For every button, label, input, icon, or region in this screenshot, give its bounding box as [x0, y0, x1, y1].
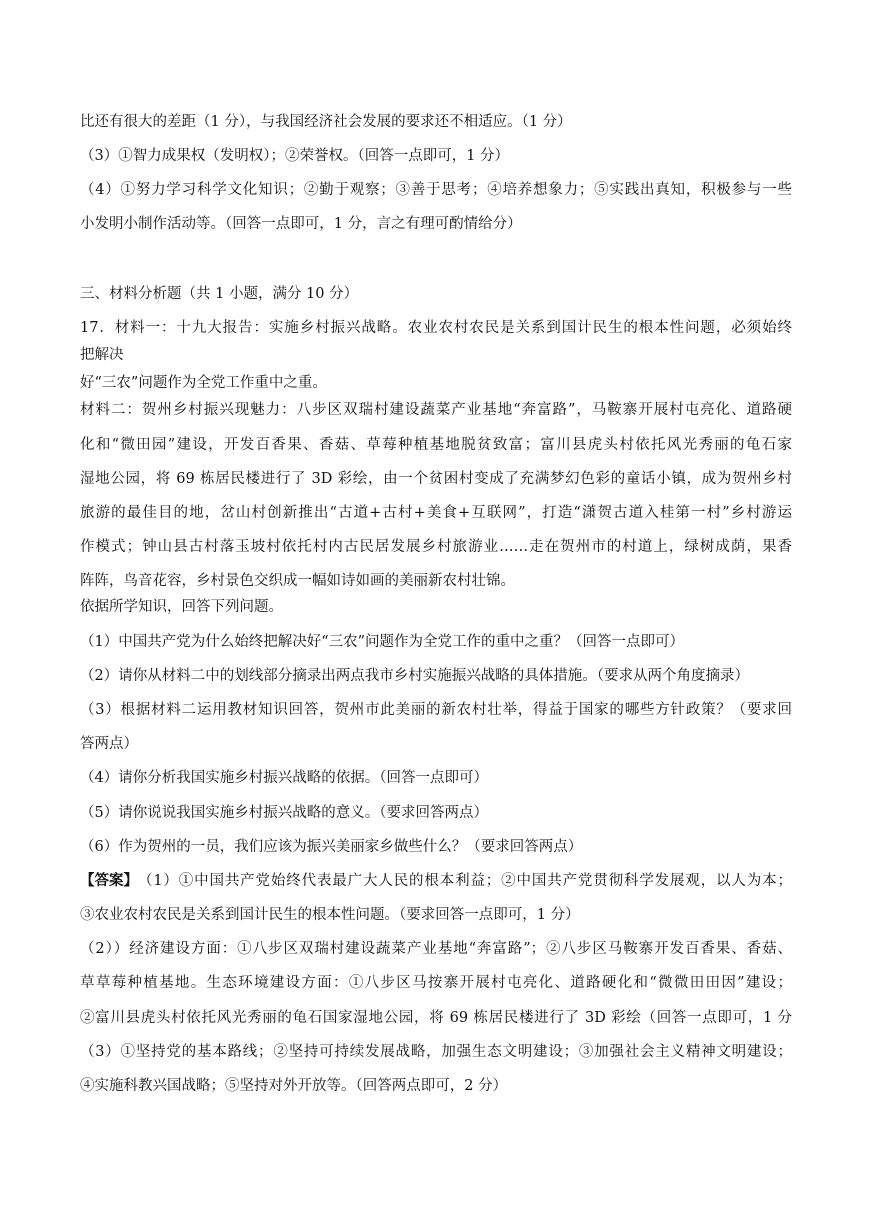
text-line: 化和“微田园”建设，开发百香果、香菇、草莓种植基地脱贫致富；富川县虎头村依托风光秀丽的龟石家: [80, 437, 792, 453]
text-line: 依据所学知识，回答下列问题。: [80, 599, 283, 615]
text-line: 材料二：贺州乡村振兴现魅力：八步区双瑞村建设蔬菜产业基地“奔富路”，马鞍寨开展村屯亮化、道路硬: [80, 402, 792, 418]
text-line: （4）①努力学习科学文化知识；②勤于观察；③善于思考；④培养想象力；⑤实践出真知，积极参与一些: [80, 182, 792, 198]
answer-line: （3）①坚持党的基本路线；②坚持可持续发展战略，加强生态文明建设；③加强社会主义精神文明建设；: [80, 1044, 792, 1060]
answer-line: ④实施科教兴国战略；⑤坚持对外开放等。（回答两点即可，2 分）: [80, 1078, 508, 1094]
question-line: （6）作为贺州的一员，我们应该为振兴美丽家乡做些什么？（要求回答两点）: [80, 839, 583, 855]
question-line: （3）根据材料二运用教材知识回答，贺州市此美丽的新农村壮举，得益于国家的哪些方针政策？（要求回: [80, 702, 792, 718]
question-line: （4）请你分析我国实施乡村振兴战略的依据。（回答一点即可）: [80, 770, 488, 786]
question-line: （1）中国共产党为什么始终把解决好“三农”问题作为全党工作的重中之重？（回答一点即可）: [80, 634, 685, 650]
answer-line: ③农业农村农民是关系到国计民生的根本性问题。（要求回答一点即可，1 分）: [80, 907, 580, 923]
answer-tag: 【答案】: [80, 872, 138, 889]
answer-line: 草草莓种植基地。生态环境建设方面：①八步区马按寨开展村屯亮化、道路硬化和“微微田田因”建设；: [80, 975, 792, 991]
answer-line: （2））经济建设方面：①八步区双瑞村建设蔬菜产业基地“奔富路”；②八步区马鞍寨开发百香果、香菇、: [80, 941, 792, 957]
text-line: 小发明小制作活动等。（回答一点即可，1 分，言之有理可酌情给分）: [80, 216, 522, 232]
text-line: 阵阵，鸟音花容，乡村景色交织成一幅如诗如画的美丽新农村壮锦。: [80, 573, 515, 589]
answer-line: ②富川县虎头村依托风光秀丽的龟石国家湿地公园，将 69 栋居民楼进行了 3D 彩绘（回答一点即可，1 分: [80, 1010, 792, 1026]
text-line: 17．材料一：十九大报告：实施乡村振兴战略。农业农村农民是关系到国计民生的根本性问题，必须始终: [80, 320, 792, 336]
text-line: 旅游的最佳目的地，岔山村创新推出“古道+古村+美食+互联网”，打造“潇贺古道入桂第一村”乡村游运: [80, 505, 792, 521]
text-line: （3）①智力成果权（发明权）；②荣誉权。（回答一点即可，1 分）: [80, 148, 510, 164]
text-line: 比还有很大的差距（1 分），与我国经济社会发展的要求还不相适应。（1 分）: [80, 114, 572, 130]
question-line: （5）请你说说我国实施乡村振兴战略的意义。（要求回答两点）: [80, 805, 488, 821]
text-line: 好“三农”问题作为全党工作重中之重。: [80, 375, 327, 391]
question-line: （2）请你从材料二中的划线部分摘录出两点我市乡村实施振兴战略的具体措施。（要求从两个角度摘录）: [80, 668, 749, 684]
answer-text: （1）①中国共产党始终代表最广大人民的根本利益；②中国共产党贯彻科学发展观，以人为本；: [138, 873, 792, 889]
text-line: 湿地公园，将 69 栋居民楼进行了 3D 彩绘，由一个贫困村变成了充满梦幻色彩的童话小镇，成为贺州乡村: [80, 471, 792, 487]
answer-line: [80, 871, 792, 891]
question-line: 答两点）: [80, 736, 138, 752]
text-line: 作模式；钟山县古村落玉坡村依托村内古民居发展乡村旅游业……走在贺州市的村道上，绿树成荫，果香: [80, 539, 792, 555]
section-heading: 三、材料分析题（共 1 小题，满分 10 分）: [80, 286, 359, 302]
text-line: 把解决: [80, 347, 124, 363]
